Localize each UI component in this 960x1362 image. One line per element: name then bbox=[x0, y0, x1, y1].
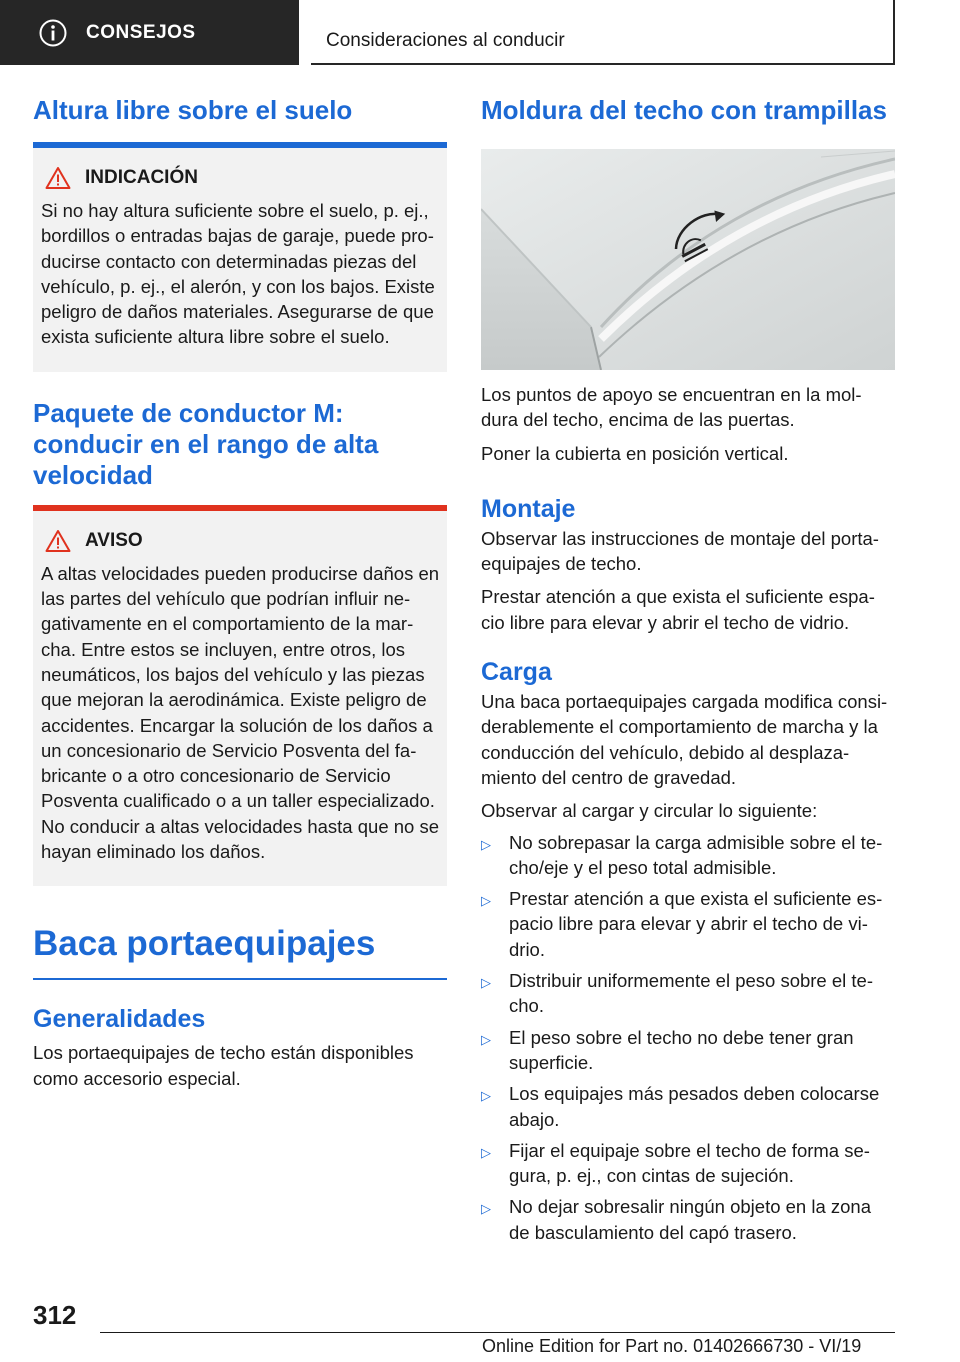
rack-heading-rule bbox=[33, 978, 447, 980]
section-title: CONSEJOS bbox=[86, 21, 196, 43]
mount-text-1: Observar las instrucciones de montaje del porta-equipajes de techo. bbox=[481, 527, 879, 575]
triangle-bullet-icon: ▷ bbox=[481, 1201, 491, 1217]
warning-triangle-icon bbox=[45, 529, 71, 553]
load-heading: Carga bbox=[481, 658, 552, 687]
warning-triangle-icon bbox=[45, 166, 71, 190]
mount-heading: Montaje bbox=[481, 494, 576, 523]
notice-title: INDICACIÓN bbox=[85, 167, 198, 188]
list-item: ▷ Prestar atención a que exista el suficiente es-pacio libre para elevar y abrir el techo de vi-drio. bbox=[481, 886, 895, 962]
chapter-title: Consideraciones al conducir bbox=[326, 30, 565, 51]
triangle-bullet-icon: ▷ bbox=[481, 1088, 491, 1104]
molding-heading: Moldura del techo con trampillas bbox=[481, 95, 887, 125]
list-item: ▷ Los equipajes más pesados deben colocarse abajo. bbox=[481, 1081, 895, 1132]
general-heading: Generalidades bbox=[33, 1005, 206, 1034]
chapter-header bbox=[311, 0, 895, 65]
triangle-bullet-icon: ▷ bbox=[481, 893, 491, 909]
rack-heading: Baca portaequipajes bbox=[33, 924, 376, 964]
mpackage-heading: Paquete de conductor M: conducir en el rango de alta velocidad bbox=[33, 397, 379, 490]
clearance-heading: Altura libre sobre el suelo bbox=[33, 95, 353, 125]
warning-callout bbox=[33, 511, 447, 887]
triangle-bullet-icon: ▷ bbox=[481, 1031, 491, 1047]
roof-molding-photo bbox=[481, 149, 895, 370]
load-bullet-list bbox=[481, 830, 895, 1245]
general-text: Los portaequipajes de techo están disponibles como accesorio especial. bbox=[33, 1042, 414, 1089]
molding-text-1: Los puntos de apoyo se encuentran en la mol-dura del techo, encima de las puertas. bbox=[481, 384, 862, 431]
page-number: 312 bbox=[33, 1300, 77, 1330]
molding-text-2: Poner la cubierta en posición vertical. bbox=[481, 442, 789, 464]
load-text-1: Una baca portaequipajes cargada modifica consi-derablemente el comportamiento de marcha y la conducción del vehículo, debido al desplaza-miento del centro de gravedad. bbox=[481, 691, 888, 788]
info-icon bbox=[38, 18, 68, 48]
warning-text: A altas velocidades pueden producirse daños en las partes del vehículo que podrían influir ne-gativamente en el comportamiento de la mar-cha. Entre estos se incluyen, entre otros, los neumáticos, los bajos del vehículo y las piezas que mejoran la aerodinámica. Existe peligro de accidentes. Encargar la solución de los daños a un concesionario de Servicio Posventa del fa-bricante o a otro concesionario de Servicio Posventa cualificado o a un taller especializado. No conducir a altas velocidades hasta que no se hayan eliminado los daños. bbox=[41, 562, 440, 863]
triangle-bullet-icon: ▷ bbox=[481, 1144, 491, 1160]
notice-text: Si no hay altura suficiente sobre el suelo, p. ej., bordillos o entradas bajas de garaje, puede pro-ducirse contacto con determinadas piezas del vehículo, p. ej., el alerón, y con los bajos. Existe peligro de daños materiales. Asegurarse de que exista suficiente altura libre sobre el suelo. bbox=[41, 200, 435, 348]
list-item: ▷ No dejar sobresalir ningún objeto en la zona de basculamiento del capó trasero. bbox=[481, 1194, 895, 1245]
list-item: ▷ No sobrepasar la carga admisible sobre el te-cho/eje y el peso total admisible. bbox=[481, 830, 895, 881]
load-text-2: Observar al cargar y circular lo siguiente: bbox=[481, 800, 818, 822]
triangle-bullet-icon: ▷ bbox=[481, 975, 491, 991]
mount-text-2: Prestar atención a que exista el suficiente espa-cio libre para elevar y abrir el techo de vidrio. bbox=[481, 586, 875, 633]
list-item: ▷ El peso sobre el techo no debe tener gran superficie. bbox=[481, 1025, 895, 1076]
section-tab bbox=[0, 0, 299, 65]
triangle-bullet-icon: ▷ bbox=[481, 836, 491, 852]
right-column bbox=[481, 95, 895, 1245]
footer-rule bbox=[100, 1332, 895, 1333]
list-item: ▷ Fijar el equipaje sobre el techo de forma se-gura, p. ej., con cintas de sujeción. bbox=[481, 1138, 895, 1189]
notice-callout bbox=[33, 148, 447, 372]
left-column bbox=[33, 95, 447, 1091]
edition-footer: Online Edition for Part no. 01402666730 - VI/19 bbox=[482, 1336, 862, 1356]
warning-title: AVISO bbox=[85, 529, 143, 551]
list-item: ▷ Distribuir uniformemente el peso sobre el te-cho. bbox=[481, 968, 895, 1019]
